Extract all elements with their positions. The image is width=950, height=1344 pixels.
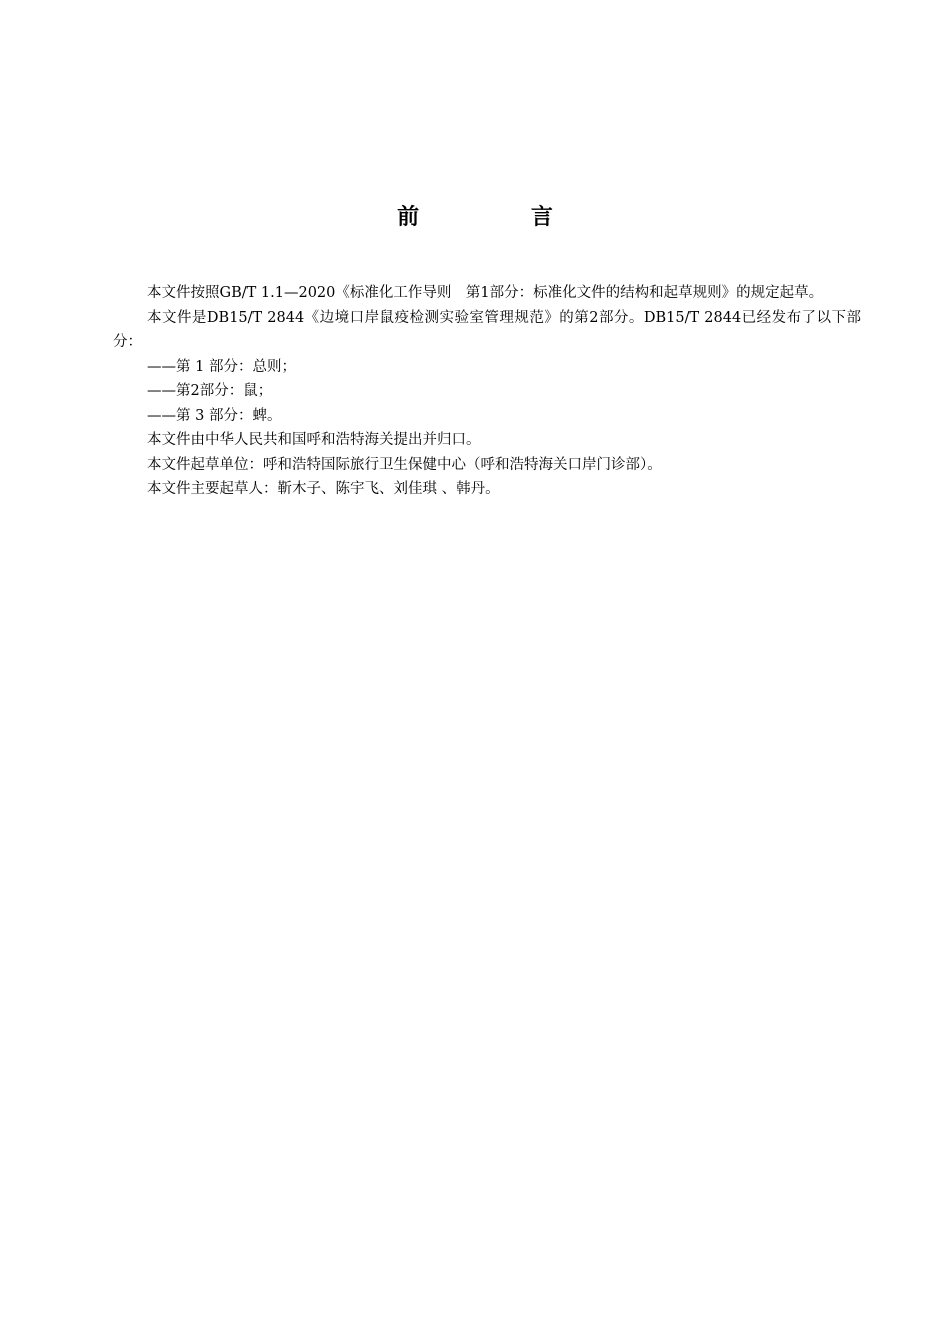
- paragraph-drafting-unit: 本文件起草单位：呼和浩特国际旅行卫生保健中心（呼和浩特海关口岸门诊部）。: [147, 456, 662, 473]
- list-item-part-3: ——第 3 部分：蜱。: [147, 407, 282, 424]
- foreword-body: [113, 281, 861, 502]
- list-item-part-1: ——第 1 部分：总则；: [147, 358, 296, 375]
- page-title: 前 言: [397, 205, 605, 230]
- list-item-part-2: ——第2部分：鼠；: [147, 383, 273, 399]
- paragraph-drafters: 本文件主要起草人：靳木子、陈宇飞、刘佳琪 、韩丹。: [147, 481, 500, 497]
- paragraph-series-info: 本文件是DB15/T 2844《边境口岸鼠疫检测实验室管理规范》的第2部分。DB15/T 2844已经发布了以下部分：: [113, 309, 861, 350]
- paragraph-proposer: 本文件由中华人民共和国呼和浩特海关提出并归口。: [147, 432, 481, 448]
- paragraph-drafting-rule: 本文件按照GB/T 1.1—2020《标准化工作导则 第1部分：标准化文件的结构和起草规则》的规定起草。: [147, 285, 824, 301]
